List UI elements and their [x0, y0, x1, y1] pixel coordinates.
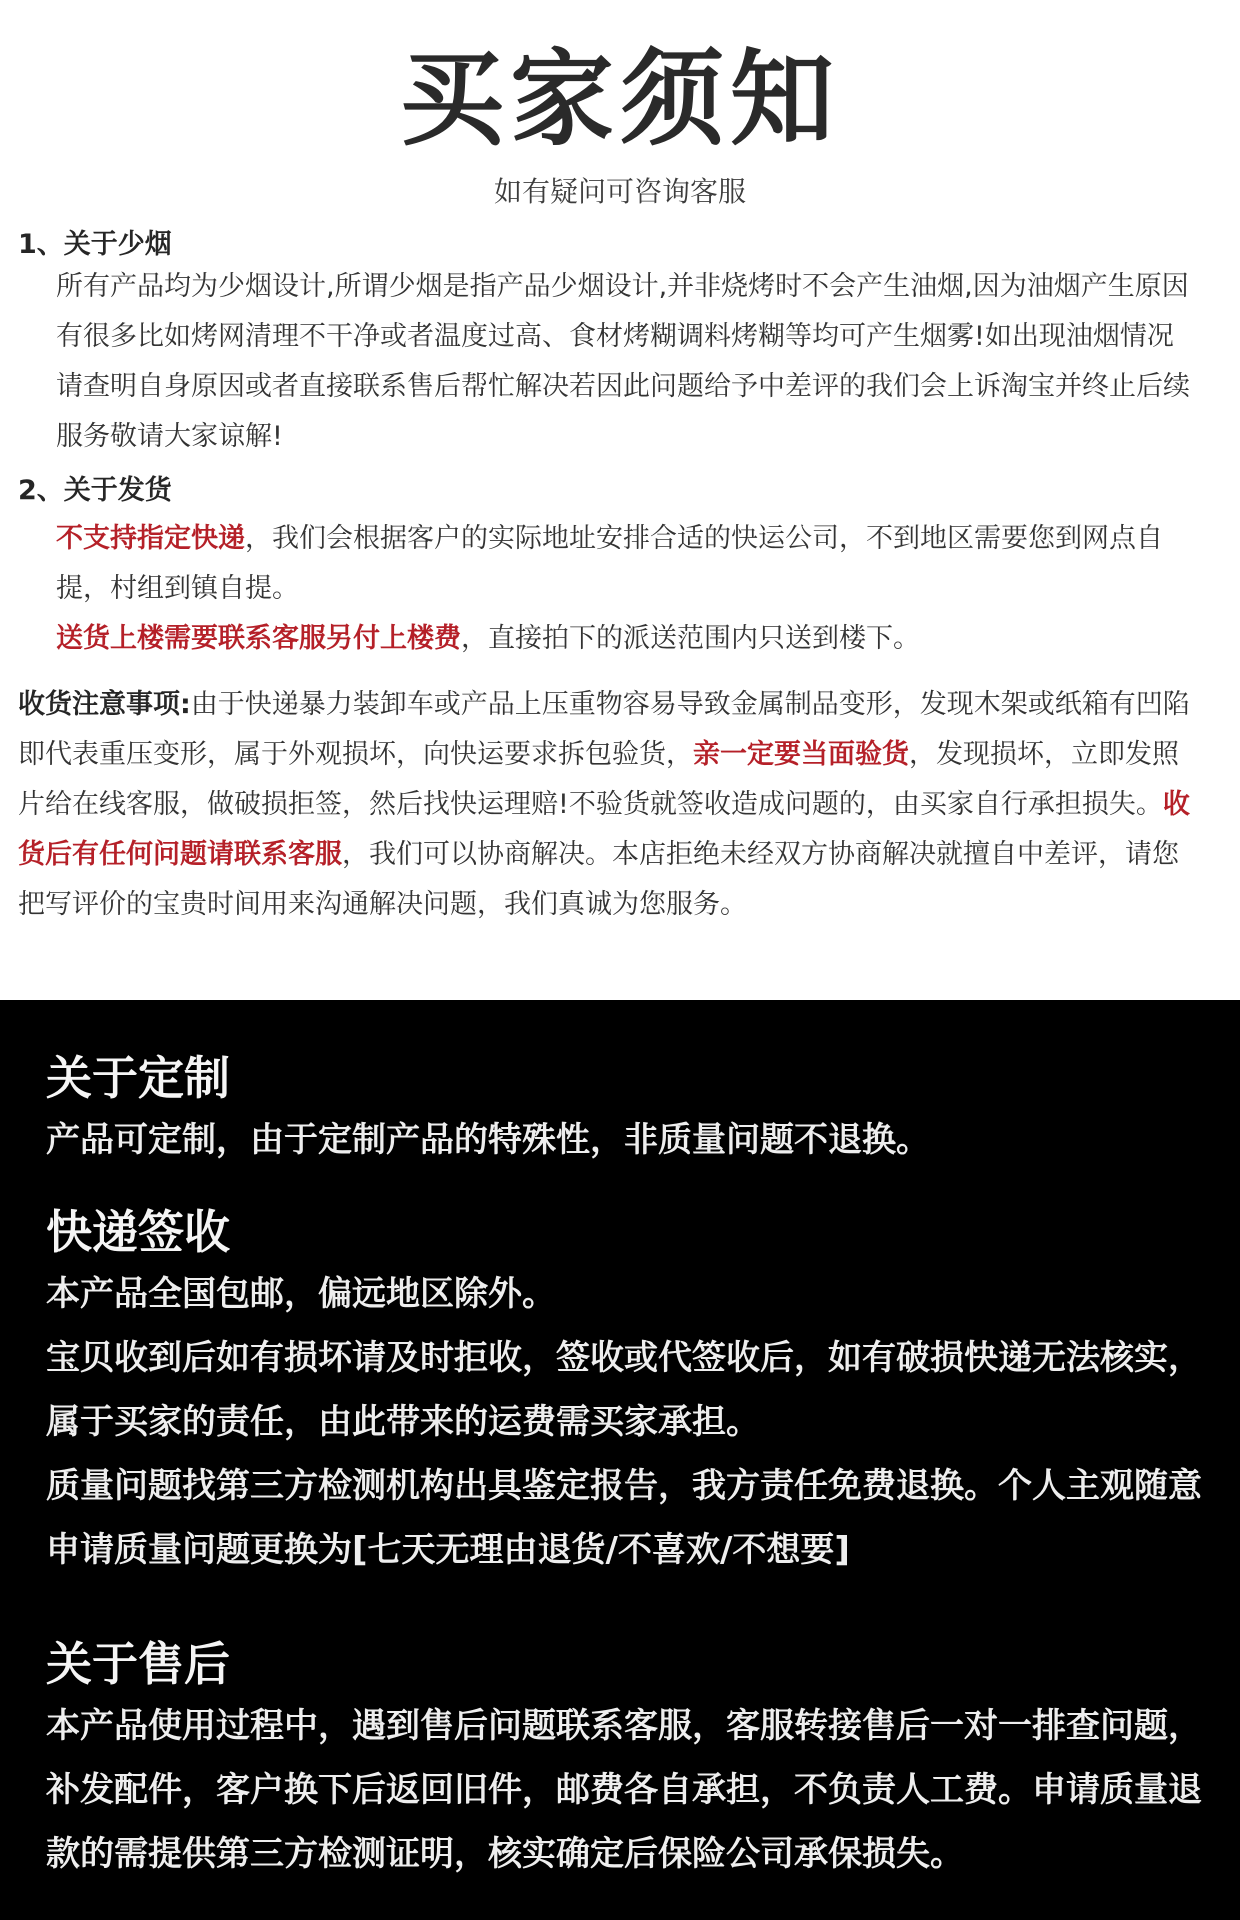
- shipping-text-2: ，直接拍下的派送范围内只送到楼下。: [461, 623, 920, 654]
- section-smoke-body: 所有产品均为少烟设计,所谓少烟是指产品少烟设计,并非烧烤时不会产生油烟,因为油烟产生原因有很多比如烤网清理不干净或者温度过高、食材烤糊调料烤糊等均可产生烟雾!如出现油烟情况请查明自身原因或者直接联系售后帮忙解决若因此问题给予中差评的我们会上诉淘宝并终止后续服务敬请大家谅解!: [56, 271, 1190, 452]
- contact-service-note: 收货后有任何问题请联系客服: [18, 789, 1190, 870]
- page-title: 买家须知: [399, 38, 840, 160]
- aftersale-heading: 关于售后: [46, 1637, 230, 1691]
- receiving-notice-text-2: ，发现损坏，立即发照片给在线客服，做破损拒签，然后找快运理赔!不验货就签收造成问题的，由买家自行承担损失。: [18, 739, 1179, 820]
- no-designated-courier-note: 不支持指定快递: [56, 523, 245, 554]
- receiving-notice-text-3: ，我们可以协商解决。本店拒绝未经双方协商解决就擅自中差评，请您把写评价的宝贵时间用来沟通解决问题，我们真诚为您服务。: [18, 839, 1179, 920]
- custom-body: 产品可定制，由于定制产品的特殊性，非质量问题不退换。: [46, 1120, 930, 1160]
- policy-dark-panel: [0, 1000, 1240, 1920]
- custom-heading: 关于定制: [46, 1051, 230, 1105]
- receiving-notice-text-1: 由于快递暴力装卸车或产品上压重物容易导致金属制品变形，发现木架或纸箱有凹陷即代表重压变形，属于外观损坏，向快运要求拆包验货，: [18, 689, 1190, 770]
- aftersale-body: 本产品使用过程中，遇到售后问题联系客服，客服转接售后一对一排查问题，补发配件，客户换下后返回旧件，邮费各自承担，不负责人工费。申请质量退款的需提供第三方检测证明，核实确定后保险公司承保损失。: [46, 1706, 1202, 1874]
- delivery-line-2: 宝贝收到后如有损坏请及时拒收，签收或代签收后，如有破损快递无法核实，属于买家的责任，由此带来的运费需买家承担。: [46, 1338, 1202, 1442]
- delivery-line-1: 本产品全国包邮，偏远地区除外。: [46, 1274, 556, 1314]
- upstairs-fee-note: 送货上楼需要联系客服另付上楼费: [56, 623, 461, 654]
- receiving-notice: [18, 680, 1198, 930]
- delivery-heading: 快递签收: [46, 1205, 230, 1259]
- page-subtitle: 如有疑问可咨询客服: [493, 175, 746, 208]
- section-shipping-heading: 2、关于发货: [18, 475, 172, 506]
- section-smoke-heading: 1、关于少烟: [18, 229, 172, 260]
- delivery-line-3: 质量问题找第三方检测机构出具鉴定报告，我方责任免费退换。个人主观随意申请质量问题更换为[七天无理由退货/不喜欢/不想要]: [46, 1466, 1202, 1570]
- shipping-text-1: ，我们会根据客户的实际地址安排合适的快运公司，不到地区需要您到网点自提，村组到镇自提。: [56, 523, 1163, 604]
- section-shipping-body: [56, 514, 1196, 664]
- inspect-in-person-note: 亲一定要当面验货: [693, 739, 909, 770]
- receiving-notice-label: 收货注意事项:: [18, 689, 191, 720]
